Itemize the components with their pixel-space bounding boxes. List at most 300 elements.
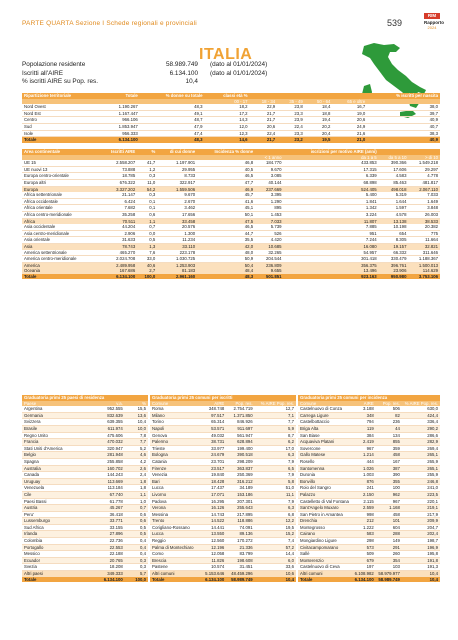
table-cell: 22.736 <box>89 538 125 545</box>
table-cell: 424,4 <box>402 412 440 419</box>
table-cell: 2.961.160 <box>157 274 197 280</box>
table-cell: 359 <box>376 445 402 452</box>
table-cell: 14,6 <box>205 137 250 143</box>
table-cell: 207.301 <box>226 498 254 505</box>
table-cell: Ecuador <box>22 557 89 564</box>
table-cell: 2.115 <box>352 498 376 505</box>
table-row <box>22 538 148 545</box>
table-cell: 61.778 <box>89 498 125 505</box>
table-row <box>22 531 148 538</box>
table-cell: 17.071 <box>201 491 227 498</box>
table-row <box>22 445 148 452</box>
table-cell: 967 <box>376 498 402 505</box>
table-row <box>298 544 440 551</box>
table-cell: da 5 a 10 <box>379 155 409 161</box>
table-title: Graduatoria primi 25 paesi di residenza <box>22 395 148 401</box>
table-cell: 298.209 <box>226 458 254 465</box>
table-title: Graduatoria primi 25 comuni per incidenza <box>298 395 440 401</box>
table-cell: 0,3 <box>137 192 157 198</box>
table-row <box>150 432 296 439</box>
table-cell: Corigliano-Rossano <box>150 524 201 531</box>
table-cell: 2.906 <box>99 230 137 237</box>
table-cell: Castelletto di Val Fontana <box>298 498 352 505</box>
table-cell: 348.748 <box>201 406 227 412</box>
table-cell: 390 <box>376 472 402 479</box>
table-cell: Firenze <box>150 465 201 472</box>
table-row <box>298 518 440 525</box>
rim-logo <box>424 13 444 31</box>
table-row <box>22 425 148 432</box>
table-cell: 3.395 <box>255 192 283 198</box>
table-cell: 31.451 <box>226 564 254 571</box>
table-row <box>22 458 148 465</box>
table-cell: 1.597 <box>379 205 409 212</box>
table-row <box>150 544 296 551</box>
table-cell: Altri paesi <box>22 571 89 577</box>
table-cell: 0,1 <box>137 205 157 212</box>
table-cell: 118.886 <box>226 518 254 525</box>
table-cell: Centro <box>22 117 103 124</box>
table-cell: Genova <box>150 432 201 439</box>
table-cell: 19.157 <box>379 243 409 249</box>
table-cell: 12,0 <box>205 123 250 130</box>
table-row <box>298 564 440 571</box>
table-cell: 7,4 <box>255 538 296 545</box>
table-cell: 5,9 <box>255 425 296 432</box>
table-cell: 311.646 <box>408 250 440 256</box>
table-cell: 1.197.901 <box>157 160 197 166</box>
table-cell: 20,2 <box>305 123 333 130</box>
table-cell: 286,6 <box>402 432 440 439</box>
table-cell: Civitacampomarano <box>298 544 352 551</box>
table-cell: Paese <box>22 401 89 407</box>
table-cell: 679 <box>352 557 376 564</box>
table-cell: 1.853.947 <box>103 123 140 130</box>
table-cell: da 1 a 5 <box>284 155 379 161</box>
table-cell: Padova <box>150 498 201 505</box>
table-cell: 16.295 <box>201 498 227 505</box>
table-cell: 241 <box>352 485 376 492</box>
table-cell: 113.669 <box>89 478 125 485</box>
table-cell: 2.150 <box>352 491 376 498</box>
table-cell: 20,6 <box>250 123 278 130</box>
table-cell: 15,5 <box>125 406 148 412</box>
table-row <box>150 478 296 485</box>
table-cell: 22,9 <box>250 104 278 110</box>
table-cell: 794 <box>352 419 376 426</box>
table-cell: 12.058 <box>201 551 227 558</box>
table-cell: 22,4 <box>250 130 278 137</box>
table-cell: 10.198 <box>379 224 409 230</box>
table-cell: 113.184 <box>89 485 125 492</box>
table-cell: 6,2 <box>255 439 296 446</box>
table-cell: 53.571 <box>201 425 227 432</box>
table-cell: 10,4 <box>402 571 440 577</box>
table-row <box>298 472 440 479</box>
stat-row <box>22 70 292 79</box>
table-cell: 6.424 <box>99 198 137 205</box>
table-cell: Messico <box>22 551 89 558</box>
table-row <box>150 419 296 426</box>
table-cell: 17.315 <box>284 166 379 173</box>
table-row <box>22 166 440 173</box>
table-cell: 4,2 <box>125 458 148 465</box>
table-cell: 236.809 <box>255 262 283 268</box>
table-cell: 255.858 <box>89 458 125 465</box>
table-cell: Duronia <box>298 472 352 479</box>
table-cell: 956.333 <box>103 130 140 137</box>
table-cell: 0,3 <box>137 173 157 180</box>
table-row <box>150 445 296 452</box>
table-cell: 50,1 <box>197 211 255 218</box>
table-cell: 322.917 <box>157 179 197 186</box>
table-cell: America settentrionale <box>22 250 99 256</box>
table-cell: 1.222 <box>352 524 376 531</box>
table-cell: 40,9 <box>367 117 440 124</box>
table-cell: Incidenza % donne <box>197 149 255 155</box>
table-cell: 9.655 <box>255 268 283 274</box>
table-cell: 119 <box>352 425 376 432</box>
table-row <box>150 452 296 459</box>
table-cell: 260 <box>376 551 402 558</box>
table-cell: 604 <box>376 524 402 531</box>
table-cell: % donne su totale <box>140 93 205 99</box>
table-cell: 561.947 <box>226 432 254 439</box>
table-cell: 23.906 <box>379 268 409 274</box>
table-cell: 3.462 <box>157 205 197 212</box>
table-cell: 58.989.749 <box>376 577 402 583</box>
table-cell: 114.629 <box>408 268 440 274</box>
table-cell: Briga Alta <box>298 425 352 432</box>
table-cell: 74.091 <box>226 524 254 531</box>
table-cell: 35 - 49 <box>277 99 305 105</box>
table-cell: 1.030.725 <box>157 256 197 263</box>
table-cell: 1.026 <box>352 465 376 472</box>
table-cell: 17.656 <box>157 211 197 218</box>
table-cell: 7.033 <box>255 218 283 224</box>
table-cell: Africa orientale <box>22 205 99 212</box>
table-cell: 47,5 <box>197 218 255 224</box>
table-cell: 5,7 <box>125 571 148 577</box>
table-cell: 288 <box>376 531 402 538</box>
table-cell: UE nuovi 13 <box>22 166 99 173</box>
table-cell: 2.067.110 <box>408 186 440 192</box>
table-row <box>150 485 296 492</box>
table-cell: 100,0 <box>137 274 157 280</box>
table-cell: 20.382 <box>408 224 440 230</box>
table-cell: 950.980 <box>379 274 409 280</box>
table-cell: 7,6 <box>137 250 157 256</box>
table-cell: 48,7 <box>140 117 205 124</box>
table-cell: 265,1 <box>402 465 440 472</box>
table-row <box>22 485 148 492</box>
table-cell: 396.761 <box>379 262 409 268</box>
table-cell: 301.418 <box>284 256 379 263</box>
table-cell: 19,0 <box>332 110 367 117</box>
table-cell: 1.188.367 <box>408 256 440 263</box>
table-cell: 1.549.218 <box>408 160 440 166</box>
table-row <box>298 531 440 538</box>
table-cell: 14,4 <box>255 551 296 558</box>
table-row <box>150 511 296 518</box>
table-title: Graduatoria primi 25 comuni per iscritti <box>150 395 296 401</box>
table-cell: 48.459.296 <box>226 571 254 577</box>
table-row <box>150 465 296 472</box>
table-cell: 952.555 <box>89 406 125 412</box>
table-cell: 21,7 <box>250 110 278 117</box>
table-comuni-iscritti <box>150 395 296 582</box>
table-cell: 7,1 <box>255 412 296 419</box>
table-row <box>150 472 296 479</box>
table-cell: 0,6 <box>137 211 157 218</box>
table-cell: 23,3 <box>277 110 305 117</box>
table-cell: 356.375 <box>284 262 379 268</box>
table-cell: 7,9 <box>255 458 296 465</box>
table-row <box>22 465 148 472</box>
country-title: ITALIA <box>199 46 253 63</box>
table-cell: 85.463 <box>379 179 409 186</box>
table-cell: Austria <box>22 505 89 512</box>
table-row <box>22 439 148 446</box>
table-cell: 41,6 <box>197 198 255 205</box>
table-cell: 12,7 <box>255 406 296 412</box>
table-cell: 0,1 <box>137 198 157 205</box>
table-cell: Europa altri <box>22 179 99 186</box>
stat-row <box>22 78 292 87</box>
summary-stats <box>22 61 292 87</box>
table-cell: 7.033 <box>408 192 440 198</box>
table-cell: Peru' <box>22 511 89 518</box>
table-cell: 20,4 <box>305 130 333 137</box>
table-cell: 47,4 <box>140 130 205 137</box>
table-cell: Africa centro-meridionale <box>22 211 99 218</box>
table-cell: 19,5 <box>305 137 333 143</box>
table-cell: 639.355 <box>89 419 125 426</box>
table-cell: 241,0 <box>402 485 440 492</box>
table-cell: 7,9 <box>255 498 296 505</box>
table-cell: 11.807 <box>284 218 379 224</box>
table-cell: 236 <box>376 419 402 426</box>
table-cell: 10.574 <box>201 564 227 571</box>
table-cell: % AIRE Pop. res. <box>402 401 440 407</box>
table-cell: 33.771 <box>89 518 125 525</box>
table-cell: Brescia <box>150 557 201 564</box>
table-cell: 3.327.202 <box>99 186 137 192</box>
table-cell: 265,9 <box>402 458 440 465</box>
table-row <box>22 211 440 218</box>
table-cell: 17,0 <box>255 445 296 452</box>
table-cell: 316.212 <box>226 478 254 485</box>
table-cell: 24,9 <box>332 123 367 130</box>
table-cell: 223,5 <box>402 491 440 498</box>
table-cell: Brasile <box>22 425 89 432</box>
table-cell: Totale <box>22 274 99 280</box>
table-cell: Comune <box>150 401 201 407</box>
table-cell: 51,0 <box>255 485 296 492</box>
table-cell: 27.896 <box>89 531 125 538</box>
table-cell: Como <box>150 551 201 558</box>
table-cell: 38.533 <box>408 218 440 224</box>
table-cell: Lussemburgo <box>22 518 89 525</box>
stat-value: 58.989.749 <box>166 61 198 68</box>
table-cell: Drenchia <box>298 518 352 525</box>
table-cell: 832.639 <box>89 412 125 419</box>
table-cell: 48,3 <box>140 137 205 143</box>
table-cell: % iscritti per nascita <box>367 93 440 99</box>
table-cell: 23,3 <box>277 130 305 137</box>
table-cell: 0,6 <box>125 511 148 518</box>
table-cell: Belgio <box>22 452 89 459</box>
table-row <box>298 412 440 419</box>
table-cell: 29.297 <box>408 166 440 173</box>
table-cell: 0,5 <box>125 531 148 538</box>
table-cell: 21,0 <box>332 137 367 143</box>
table-cell: Nord Est <box>22 110 103 117</box>
section-title: PARTE QUARTA Sezione I Schede regionali e provinciali <box>22 20 197 27</box>
table-cell: 509 <box>352 551 376 558</box>
table-cell: 101 <box>376 518 402 525</box>
table-cell: 12.196 <box>201 544 227 551</box>
table-cell: 20.576 <box>157 224 197 230</box>
table-cell: 4.778 <box>408 173 440 180</box>
table-cell: America centro-meridionale <box>22 256 99 263</box>
table-row <box>298 538 440 545</box>
table-cell: 81.183 <box>157 268 197 274</box>
table-row <box>22 198 440 205</box>
table-cell: 58.979.977 <box>376 571 402 577</box>
table-cell: 39,7 <box>367 110 440 117</box>
table-row <box>150 524 296 531</box>
table-cell: 18,8 <box>305 110 333 117</box>
table-cell: % AIRE Pop. res. <box>255 401 296 407</box>
table-cell: 6,8 <box>255 511 296 518</box>
table-cell: 4.583 <box>379 173 409 180</box>
table-cell: Irlanda <box>22 531 89 538</box>
table-cell: Bonvillo <box>298 478 352 485</box>
table-cell: 0,3 <box>125 564 148 571</box>
table-cell: 1.167.447 <box>103 110 140 117</box>
table-cell: Asia <box>22 243 99 249</box>
table-cell: 9.670 <box>157 192 197 198</box>
table-cell: 0,7 <box>125 505 148 512</box>
table-cell: 1.214 <box>352 452 376 459</box>
table-cell: 23,2 <box>277 137 305 143</box>
table-cell: 11.826 <box>201 557 227 564</box>
table-cell: 2,4 <box>125 472 148 479</box>
table-row <box>22 256 440 263</box>
table-row <box>298 498 440 505</box>
table-cell: Asia centro-meridionale <box>22 230 99 237</box>
table-row <box>150 564 296 571</box>
table-cell: 2.670 <box>157 198 197 205</box>
stat-value: 10,4 <box>185 78 198 86</box>
table-cell: 18.785 <box>99 173 137 180</box>
table-cell: Milano <box>150 412 201 419</box>
table-cell: 65.314 <box>201 419 227 426</box>
stat-label: % iscritti AIRE su Pop. res. <box>22 78 99 86</box>
table-cell: 998 <box>352 511 376 518</box>
table-cell: 195,8 <box>402 551 440 558</box>
table-cell: Mongiardino Ligure <box>298 538 352 545</box>
table-cell: 33.977 <box>201 445 227 452</box>
table-cell: 458 <box>376 511 402 518</box>
table-cell: 44 <box>376 425 402 432</box>
table-cell: < 1 anno <box>255 155 283 161</box>
table-cell: 21,6 <box>332 130 367 137</box>
table-cell: 265,1 <box>402 452 440 459</box>
logo-year: 2024 <box>427 25 437 30</box>
table-cell: 282,9 <box>402 439 440 446</box>
table-cell: 630,0 <box>402 406 440 412</box>
table-cell: 1,1 <box>125 491 148 498</box>
table-cell: 2,7 <box>137 268 157 274</box>
table-cell: 895 <box>255 205 283 212</box>
table-cell: 0,5 <box>137 237 157 244</box>
table-row <box>22 205 440 212</box>
table-cell: Altri comuni <box>298 571 352 577</box>
table-cell: 5.400 <box>284 192 379 198</box>
table-cell: 45.267 <box>89 505 125 512</box>
table-cell: 15,2 <box>255 531 296 538</box>
table-cell: 11,1 <box>255 491 296 498</box>
table-cell: 2.558.207 <box>99 160 137 166</box>
table-cell: Canada <box>22 472 89 479</box>
table-cell: 3.848 <box>408 205 440 212</box>
table-cell: 7.244 <box>284 237 379 244</box>
table-cell: Monterenzio <box>298 557 352 564</box>
table-row <box>22 419 148 426</box>
table-cell: 45,1 <box>197 205 255 212</box>
table-cell: 38,0 <box>367 104 440 110</box>
table-cell: 6.108.982 <box>352 571 376 577</box>
table-row <box>150 538 296 545</box>
page-number: 539 <box>387 18 403 28</box>
table-cell: 7,9 <box>255 472 296 479</box>
table-cell: 10,0 <box>125 425 148 432</box>
stat-label: Popolazione residente <box>22 61 86 68</box>
table-cell: Torino <box>150 419 201 426</box>
table-cell: 6,3 <box>255 505 296 512</box>
table-cell: 65 e oltre <box>332 99 367 105</box>
table-cell: 18.208 <box>89 564 125 571</box>
table-cell: 42,0 <box>197 243 255 249</box>
table-cell: 1,2 <box>137 166 157 173</box>
table-primi-paesi <box>22 395 148 582</box>
table-cell: 34.189 <box>226 485 254 492</box>
table-row <box>22 230 440 237</box>
table-cell: 475.606 <box>89 432 125 439</box>
table-cell: 5,2 <box>125 445 148 452</box>
table-cell: Sud Africa <box>22 524 89 531</box>
table-cell: 390.366 <box>379 160 409 166</box>
table-cell: 1.649 <box>408 198 440 205</box>
table-cell: 4,6 <box>125 452 148 459</box>
table-cell: 354 <box>376 557 402 564</box>
table-cell: 10.685 <box>255 243 283 249</box>
table-cell: 223.178 <box>157 250 197 256</box>
table-cell: 19.840 <box>201 472 227 479</box>
table-cell: 21.147 <box>99 192 137 198</box>
table-cell: Sud <box>22 123 103 130</box>
table-cell: Paesi Bassi <box>22 498 89 505</box>
table-row <box>22 564 148 571</box>
table-cell: 22,4 <box>277 123 305 130</box>
table-cell: 14.441 <box>201 524 227 531</box>
table-cell: Stati Uniti d'America <box>22 445 89 452</box>
table-cell: 9.670 <box>255 166 283 173</box>
table-cell: 167.686 <box>99 268 137 274</box>
table-cell: Palma di Montechiaro <box>150 544 201 551</box>
